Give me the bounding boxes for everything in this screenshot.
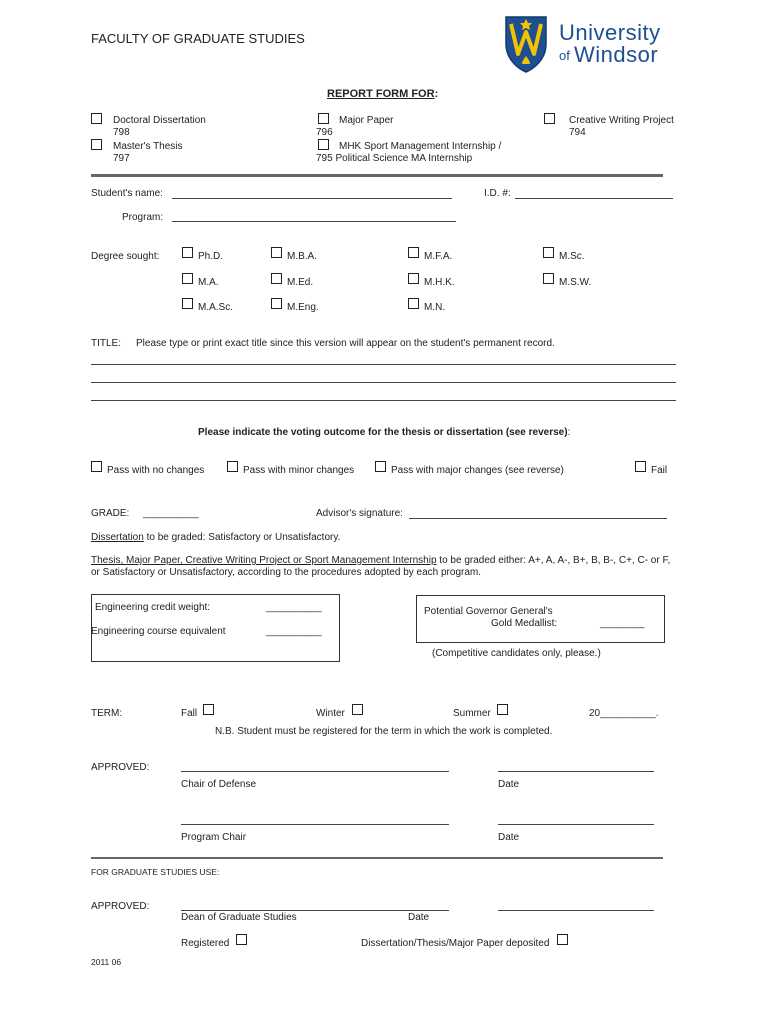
mn-checkbox[interactable] — [408, 298, 419, 309]
engineering-credit-field[interactable]: __________ — [266, 602, 322, 613]
phd-label: Ph.D. — [198, 251, 224, 262]
engineering-course-label: Engineering course equivalent — [91, 626, 226, 637]
degree-label: Degree sought: — [91, 251, 160, 262]
summer-label: Summer — [453, 708, 491, 719]
doctoral-label: Doctoral Dissertation — [113, 115, 206, 126]
deposited-label: Dissertation/Thesis/Major Paper deposited — [361, 938, 550, 949]
program-chair-date-label: Date — [498, 832, 520, 843]
medal-label-line2: Gold Medallist: — [491, 618, 558, 629]
winter-label: Winter — [316, 708, 345, 719]
engineering-credit-label: Engineering credit weight: — [95, 602, 211, 613]
meng-label: M.Eng. — [287, 302, 319, 313]
program-label: Program: — [122, 212, 164, 223]
title-instruction: Please type or print exact title since this version will appear on the student's permanent record. — [136, 338, 555, 349]
creative-checkbox[interactable] — [544, 113, 555, 124]
thesis-grading-note-2: or Satisfactory or Unsatisfactory, according to the procedures adopted by each program. — [91, 567, 482, 578]
faculty-heading: FACULTY OF GRADUATE STUDIES — [91, 31, 305, 46]
title-label: TITLE: — [91, 338, 122, 349]
program-chair-signature-field[interactable] — [181, 824, 449, 825]
med-label: M.Ed. — [287, 277, 314, 288]
pass-no-changes-checkbox[interactable] — [91, 461, 102, 472]
crest-icon — [503, 14, 549, 74]
creative-code: 794 — [569, 127, 586, 138]
student-name-field[interactable] — [172, 198, 452, 199]
fall-checkbox[interactable] — [203, 704, 214, 715]
winter-checkbox[interactable] — [352, 704, 363, 715]
fail-checkbox[interactable] — [635, 461, 646, 472]
program-chair-date-field[interactable] — [498, 824, 654, 825]
masters-label: Master's Thesis — [113, 141, 183, 152]
creative-label: Creative Writing Project — [569, 115, 674, 126]
chair-date-label: Date — [498, 779, 520, 790]
fall-label: Fall — [181, 708, 198, 719]
phd-checkbox[interactable] — [182, 247, 193, 258]
medal-field[interactable]: ________ — [600, 618, 645, 629]
mba-label: M.B.A. — [287, 251, 318, 262]
masc-label: M.A.Sc. — [198, 302, 234, 313]
masters-code: 797 — [113, 153, 130, 164]
title-line-2[interactable] — [91, 382, 676, 383]
msc-label: M.Sc. — [559, 251, 585, 262]
graduate-use-divider — [91, 857, 663, 859]
dean-label: Dean of Graduate Studies — [181, 912, 297, 923]
chair-date-field[interactable] — [498, 771, 654, 772]
year-field[interactable]: 20__________. — [589, 708, 659, 719]
mhk-checkbox[interactable] — [318, 139, 329, 150]
meng-checkbox[interactable] — [271, 298, 282, 309]
section-divider — [91, 174, 663, 177]
major-paper-checkbox[interactable] — [318, 113, 329, 124]
dissertation-grading-note: Dissertation to be graded: Satisfactory or Unsatisfactory. — [91, 532, 341, 543]
pass-no-changes-label: Pass with no changes — [107, 465, 205, 476]
chair-label: Chair of Defense — [181, 779, 257, 790]
voting-instruction: Please indicate the voting outcome for the thesis or dissertation (see reverse): — [198, 427, 571, 438]
graduate-approved-label: APPROVED: — [91, 901, 150, 912]
thesis-grading-note: Thesis, Major Paper, Creative Writing Project or Sport Management Internship to be graded either: A+, A, A-, B+, B, B-, C+, C- or F, — [91, 555, 671, 566]
dean-signature-field[interactable] — [181, 910, 449, 911]
mhk-degree-label: M.H.K. — [424, 277, 455, 288]
fail-label: Fail — [651, 465, 668, 476]
pass-minor-checkbox[interactable] — [227, 461, 238, 472]
mhk-degree-checkbox[interactable] — [408, 273, 419, 284]
msw-checkbox[interactable] — [543, 273, 554, 284]
id-field[interactable] — [515, 198, 673, 199]
university-logo — [503, 14, 663, 76]
dean-date-label: Date — [408, 912, 430, 923]
grade-label: GRADE: — [91, 508, 130, 519]
advisor-signature-label: Advisor's signature: — [316, 508, 403, 519]
summer-checkbox[interactable] — [497, 704, 508, 715]
term-note: N.B. Student must be registered for the term in which the work is completed. — [215, 726, 553, 737]
polisci-label: 795 Political Science MA Internship — [316, 153, 473, 164]
student-name-label: Student's name: — [91, 188, 163, 199]
extra-signature-field[interactable] — [498, 910, 654, 911]
medal-label-line1: Potential Governor General's — [424, 606, 553, 617]
logo-windsor: Windsor — [574, 42, 659, 67]
masc-checkbox[interactable] — [182, 298, 193, 309]
title-line-1[interactable] — [91, 364, 676, 365]
med-checkbox[interactable] — [271, 273, 282, 284]
msc-checkbox[interactable] — [543, 247, 554, 258]
mba-checkbox[interactable] — [271, 247, 282, 258]
version-label: 2011 06 — [91, 957, 122, 967]
ma-label: M.A. — [198, 277, 219, 288]
program-chair-label: Program Chair — [181, 832, 247, 843]
ma-checkbox[interactable] — [182, 273, 193, 284]
medal-note: (Competitive candidates only, please.) — [432, 648, 601, 659]
mhk-label: MHK Sport Management Internship / — [339, 141, 502, 152]
logo-of: of — [559, 48, 570, 63]
mfa-label: M.F.A. — [424, 251, 453, 262]
title-line-3[interactable] — [91, 400, 676, 401]
term-label: TERM: — [91, 708, 123, 719]
deposited-checkbox[interactable] — [557, 934, 568, 945]
graduate-use-label: FOR GRADUATE STUDIES USE: — [91, 867, 220, 877]
pass-major-checkbox[interactable] — [375, 461, 386, 472]
registered-checkbox[interactable] — [236, 934, 247, 945]
id-label: I.D. #: — [484, 188, 511, 199]
grade-field[interactable]: __________ — [143, 508, 199, 519]
mn-label: M.N. — [424, 302, 446, 313]
report-form-title: REPORT FORM FOR: — [327, 88, 439, 100]
major-paper-code: 796 — [316, 127, 333, 138]
msw-label: M.S.W. — [559, 277, 592, 288]
logo-university: University — [559, 20, 661, 45]
masters-checkbox[interactable] — [91, 139, 102, 150]
doctoral-checkbox[interactable] — [91, 113, 102, 124]
engineering-course-field[interactable]: __________ — [266, 626, 322, 637]
approved-label: APPROVED: — [91, 762, 150, 773]
major-paper-label: Major Paper — [339, 115, 394, 126]
mfa-checkbox[interactable] — [408, 247, 419, 258]
pass-minor-label: Pass with minor changes — [243, 465, 355, 476]
advisor-signature-field[interactable] — [409, 518, 667, 519]
chair-signature-field[interactable] — [181, 771, 449, 772]
doctoral-code: 798 — [113, 127, 130, 138]
registered-label: Registered — [181, 938, 230, 949]
program-field[interactable] — [172, 221, 456, 222]
pass-major-label: Pass with major changes (see reverse) — [391, 465, 564, 476]
